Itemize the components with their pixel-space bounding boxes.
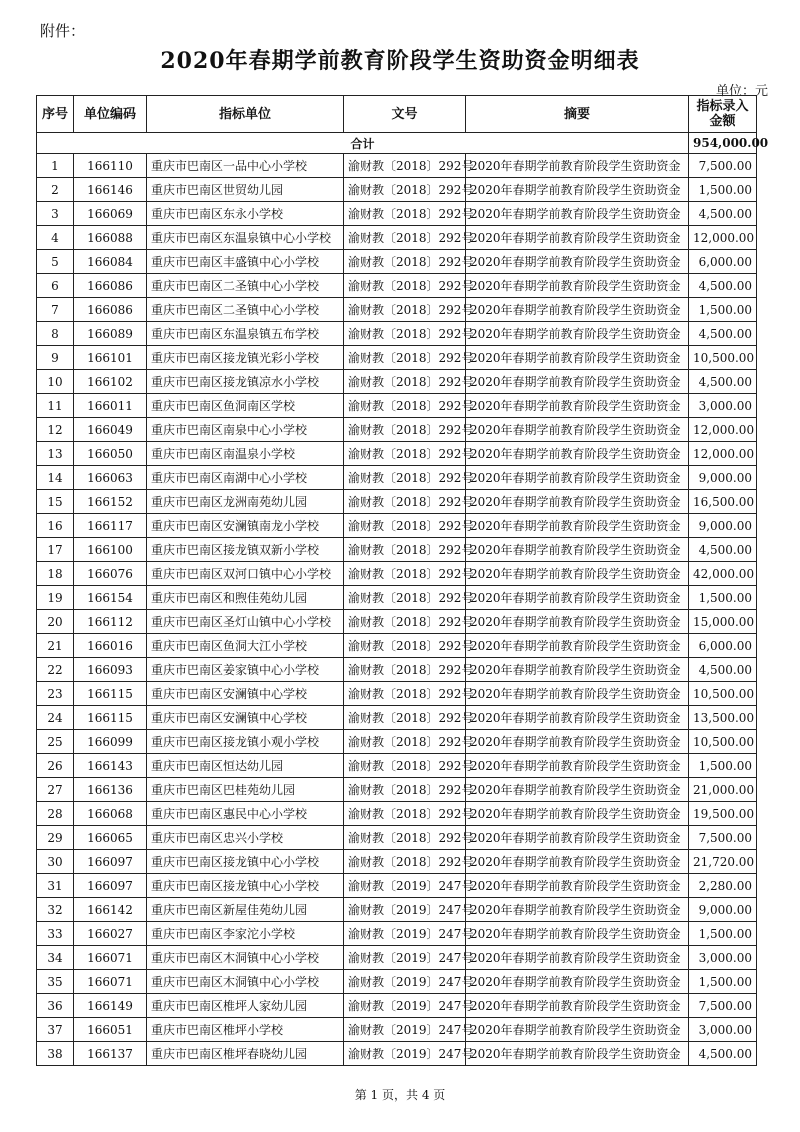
- table-row: [37, 850, 757, 874]
- row-seq: 21: [37, 634, 74, 658]
- table-row: [37, 730, 757, 754]
- row-code: 166089: [74, 322, 147, 346]
- row-summary: 2020年春期学前教育阶段学生资助资金: [466, 706, 689, 730]
- row-seq: 17: [37, 538, 74, 562]
- row-code: 166136: [74, 778, 147, 802]
- row-doc: 渝财教〔2019〕247号: [344, 1042, 466, 1066]
- row-unit: 重庆市巴南区南湖中心小学校: [147, 466, 344, 490]
- row-doc: 渝财教〔2018〕292号: [344, 538, 466, 562]
- row-unit: 重庆市巴南区李家沱小学校: [147, 922, 344, 946]
- row-doc: 渝财教〔2018〕292号: [344, 586, 466, 610]
- row-amount: 1,500.00: [689, 754, 757, 778]
- row-unit: 重庆市巴南区二圣镇中心小学校: [147, 274, 344, 298]
- row-code: 166149: [74, 994, 147, 1018]
- row-amount: 21,720.00: [689, 850, 757, 874]
- row-summary: 2020年春期学前教育阶段学生资助资金: [466, 418, 689, 442]
- row-seq: 28: [37, 802, 74, 826]
- row-amount: 12,000.00: [689, 418, 757, 442]
- row-seq: 34: [37, 946, 74, 970]
- row-amount: 9,000.00: [689, 466, 757, 490]
- row-unit: 重庆市巴南区安澜镇南龙小学校: [147, 514, 344, 538]
- row-summary: 2020年春期学前教育阶段学生资助资金: [466, 586, 689, 610]
- row-unit: 重庆市巴南区南泉中心小学校: [147, 418, 344, 442]
- row-doc: 渝财教〔2018〕292号: [344, 346, 466, 370]
- row-unit: 重庆市巴南区惠民中心小学校: [147, 802, 344, 826]
- row-seq: 25: [37, 730, 74, 754]
- row-summary: 2020年春期学前教育阶段学生资助资金: [466, 850, 689, 874]
- table-row: [37, 706, 757, 730]
- row-seq: 4: [37, 226, 74, 250]
- table-row: [37, 346, 757, 370]
- row-unit: 重庆市巴南区接龙镇中心小学校: [147, 850, 344, 874]
- row-code: 166101: [74, 346, 147, 370]
- total-label: 合计: [37, 133, 689, 154]
- row-code: 166063: [74, 466, 147, 490]
- row-doc: 渝财教〔2018〕292号: [344, 850, 466, 874]
- row-seq: 31: [37, 874, 74, 898]
- table-row: [37, 922, 757, 946]
- row-seq: 19: [37, 586, 74, 610]
- row-unit: 重庆市巴南区丰盛镇中心小学校: [147, 250, 344, 274]
- row-amount: 42,000.00: [689, 562, 757, 586]
- table-row: [37, 178, 757, 202]
- row-unit: 重庆市巴南区东温泉镇五布学校: [147, 322, 344, 346]
- funding-table: [36, 95, 769, 1066]
- table-row: [37, 802, 757, 826]
- row-unit: 重庆市巴南区一品中心小学校: [147, 154, 344, 178]
- row-code: 166076: [74, 562, 147, 586]
- row-unit: 重庆市巴南区椎坪人家幼儿园: [147, 994, 344, 1018]
- row-doc: 渝财教〔2018〕292号: [344, 610, 466, 634]
- row-doc: 渝财教〔2018〕292号: [344, 418, 466, 442]
- row-summary: 2020年春期学前教育阶段学生资助资金: [466, 250, 689, 274]
- row-code: 166143: [74, 754, 147, 778]
- row-unit: 重庆市巴南区鱼洞大江小学校: [147, 634, 344, 658]
- row-summary: 2020年春期学前教育阶段学生资助资金: [466, 490, 689, 514]
- row-unit: 重庆市巴南区南温泉小学校: [147, 442, 344, 466]
- row-code: 166071: [74, 970, 147, 994]
- row-doc: 渝财教〔2019〕247号: [344, 994, 466, 1018]
- row-amount: 21,000.00: [689, 778, 757, 802]
- row-code: 166016: [74, 634, 147, 658]
- row-unit: 重庆市巴南区圣灯山镇中心小学校: [147, 610, 344, 634]
- row-amount: 10,500.00: [689, 346, 757, 370]
- row-amount: 4,500.00: [689, 322, 757, 346]
- row-doc: 渝财教〔2018〕292号: [344, 826, 466, 850]
- row-seq: 37: [37, 1018, 74, 1042]
- row-summary: 2020年春期学前教育阶段学生资助资金: [466, 346, 689, 370]
- row-doc: 渝财教〔2018〕292号: [344, 202, 466, 226]
- row-code: 166086: [74, 274, 147, 298]
- row-amount: 1,500.00: [689, 298, 757, 322]
- row-amount: 2,280.00: [689, 874, 757, 898]
- row-doc: 渝财教〔2018〕292号: [344, 754, 466, 778]
- row-code: 166110: [74, 154, 147, 178]
- table-row: [37, 826, 757, 850]
- table-row: [37, 226, 757, 250]
- row-seq: 22: [37, 658, 74, 682]
- row-unit: 重庆市巴南区安澜镇中心学校: [147, 706, 344, 730]
- row-amount: 4,500.00: [689, 658, 757, 682]
- row-code: 166146: [74, 178, 147, 202]
- table-row: [37, 514, 757, 538]
- table-row: [37, 490, 757, 514]
- row-amount: 13,500.00: [689, 706, 757, 730]
- row-doc: 渝财教〔2018〕292号: [344, 226, 466, 250]
- row-summary: 2020年春期学前教育阶段学生资助资金: [466, 562, 689, 586]
- row-code: 166086: [74, 298, 147, 322]
- row-seq: 35: [37, 970, 74, 994]
- row-summary: 2020年春期学前教育阶段学生资助资金: [466, 154, 689, 178]
- row-seq: 6: [37, 274, 74, 298]
- table-row: [37, 610, 757, 634]
- row-amount: 19,500.00: [689, 802, 757, 826]
- row-summary: 2020年春期学前教育阶段学生资助资金: [466, 370, 689, 394]
- row-seq: 29: [37, 826, 74, 850]
- table-row: [37, 322, 757, 346]
- row-code: 166154: [74, 586, 147, 610]
- row-doc: 渝财教〔2018〕292号: [344, 394, 466, 418]
- row-amount: 4,500.00: [689, 274, 757, 298]
- row-unit: 重庆市巴南区接龙镇光彩小学校: [147, 346, 344, 370]
- row-code: 166027: [74, 922, 147, 946]
- row-unit: 重庆市巴南区椎坪春晓幼儿园: [147, 1042, 344, 1066]
- row-summary: 2020年春期学前教育阶段学生资助资金: [466, 322, 689, 346]
- table-row: [37, 418, 757, 442]
- table-row: [37, 970, 757, 994]
- row-summary: 2020年春期学前教育阶段学生资助资金: [466, 994, 689, 1018]
- row-summary: 2020年春期学前教育阶段学生资助资金: [466, 898, 689, 922]
- row-summary: 2020年春期学前教育阶段学生资助资金: [466, 610, 689, 634]
- row-seq: 20: [37, 610, 74, 634]
- row-code: 166050: [74, 442, 147, 466]
- row-doc: 渝财教〔2018〕292号: [344, 490, 466, 514]
- row-seq: 7: [37, 298, 74, 322]
- header-code: 单位编码: [74, 96, 147, 133]
- row-summary: 2020年春期学前教育阶段学生资助资金: [466, 202, 689, 226]
- row-amount: 10,500.00: [689, 682, 757, 706]
- row-seq: 11: [37, 394, 74, 418]
- row-amount: 1,500.00: [689, 970, 757, 994]
- row-seq: 9: [37, 346, 74, 370]
- table-row: [37, 658, 757, 682]
- row-summary: 2020年春期学前教育阶段学生资助资金: [466, 1042, 689, 1066]
- row-code: 166152: [74, 490, 147, 514]
- table-row: [37, 154, 757, 178]
- row-doc: 渝财教〔2019〕247号: [344, 1018, 466, 1042]
- row-doc: 渝财教〔2018〕292号: [344, 466, 466, 490]
- table-row: [37, 202, 757, 226]
- row-doc: 渝财教〔2019〕247号: [344, 874, 466, 898]
- row-seq: 27: [37, 778, 74, 802]
- row-code: 166117: [74, 514, 147, 538]
- row-seq: 32: [37, 898, 74, 922]
- row-unit: 重庆市巴南区东永小学校: [147, 202, 344, 226]
- row-unit: 重庆市巴南区新屋佳苑幼儿园: [147, 898, 344, 922]
- row-doc: 渝财教〔2018〕292号: [344, 778, 466, 802]
- row-doc: 渝财教〔2018〕292号: [344, 514, 466, 538]
- row-unit: 重庆市巴南区世贸幼儿园: [147, 178, 344, 202]
- total-amount: 954,000.00: [689, 133, 757, 154]
- row-seq: 15: [37, 490, 74, 514]
- row-summary: 2020年春期学前教育阶段学生资助资金: [466, 826, 689, 850]
- row-code: 166093: [74, 658, 147, 682]
- row-seq: 24: [37, 706, 74, 730]
- row-amount: 12,000.00: [689, 442, 757, 466]
- row-code: 166049: [74, 418, 147, 442]
- page-footer: 第 1 页，共 4 页: [354, 1088, 446, 1102]
- table-row: [37, 466, 757, 490]
- row-summary: 2020年春期学前教育阶段学生资助资金: [466, 514, 689, 538]
- header-summary: 摘要: [466, 96, 689, 133]
- row-amount: 4,500.00: [689, 538, 757, 562]
- row-amount: 12,000.00: [689, 226, 757, 250]
- row-seq: 14: [37, 466, 74, 490]
- row-seq: 30: [37, 850, 74, 874]
- row-amount: 4,500.00: [689, 370, 757, 394]
- row-unit: 重庆市巴南区二圣镇中心小学校: [147, 298, 344, 322]
- row-doc: 渝财教〔2018〕292号: [344, 682, 466, 706]
- row-amount: 1,500.00: [689, 586, 757, 610]
- row-summary: 2020年春期学前教育阶段学生资助资金: [466, 970, 689, 994]
- row-amount: 1,500.00: [689, 922, 757, 946]
- row-summary: 2020年春期学前教育阶段学生资助资金: [466, 1018, 689, 1042]
- table-row: [37, 682, 757, 706]
- row-amount: 7,500.00: [689, 994, 757, 1018]
- row-summary: 2020年春期学前教育阶段学生资助资金: [466, 778, 689, 802]
- row-summary: 2020年春期学前教育阶段学生资助资金: [466, 922, 689, 946]
- row-doc: 渝财教〔2019〕247号: [344, 898, 466, 922]
- row-amount: 7,500.00: [689, 154, 757, 178]
- row-summary: 2020年春期学前教育阶段学生资助资金: [466, 538, 689, 562]
- row-doc: 渝财教〔2018〕292号: [344, 298, 466, 322]
- row-seq: 10: [37, 370, 74, 394]
- table-row: [37, 442, 757, 466]
- row-seq: 18: [37, 562, 74, 586]
- row-summary: 2020年春期学前教育阶段学生资助资金: [466, 874, 689, 898]
- row-amount: 3,000.00: [689, 946, 757, 970]
- row-amount: 7,500.00: [689, 826, 757, 850]
- table-row: [37, 562, 757, 586]
- table-row: [37, 274, 757, 298]
- row-seq: 1: [37, 154, 74, 178]
- row-seq: 33: [37, 922, 74, 946]
- row-summary: 2020年春期学前教育阶段学生资助资金: [466, 634, 689, 658]
- row-doc: 渝财教〔2018〕292号: [344, 658, 466, 682]
- row-code: 166115: [74, 682, 147, 706]
- row-unit: 重庆市巴南区接龙镇凉水小学校: [147, 370, 344, 394]
- row-summary: 2020年春期学前教育阶段学生资助资金: [466, 754, 689, 778]
- row-seq: 26: [37, 754, 74, 778]
- header-unit: 指标单位: [147, 96, 344, 133]
- document-title: 2020年春期学前教育阶段学生资助资金明细表: [160, 48, 640, 74]
- row-doc: 渝财教〔2018〕292号: [344, 562, 466, 586]
- row-doc: 渝财教〔2018〕292号: [344, 154, 466, 178]
- row-amount: 6,000.00: [689, 634, 757, 658]
- row-doc: 渝财教〔2019〕247号: [344, 970, 466, 994]
- row-code: 166115: [74, 706, 147, 730]
- table-row: [37, 586, 757, 610]
- table-row: [37, 1018, 757, 1042]
- row-amount: 6,000.00: [689, 250, 757, 274]
- row-code: 166069: [74, 202, 147, 226]
- row-unit: 重庆市巴南区鱼洞南区学校: [147, 394, 344, 418]
- row-unit: 重庆市巴南区巴桂苑幼儿园: [147, 778, 344, 802]
- row-summary: 2020年春期学前教育阶段学生资助资金: [466, 682, 689, 706]
- row-seq: 36: [37, 994, 74, 1018]
- row-code: 166088: [74, 226, 147, 250]
- row-code: 166142: [74, 898, 147, 922]
- row-unit: 重庆市巴南区双河口镇中心小学校: [147, 562, 344, 586]
- row-doc: 渝财教〔2019〕247号: [344, 922, 466, 946]
- row-code: 166097: [74, 874, 147, 898]
- row-seq: 5: [37, 250, 74, 274]
- row-code: 166112: [74, 610, 147, 634]
- row-doc: 渝财教〔2018〕292号: [344, 322, 466, 346]
- row-amount: 9,000.00: [689, 898, 757, 922]
- table-header-row: [37, 96, 757, 133]
- header-doc: 文号: [344, 96, 466, 133]
- row-summary: 2020年春期学前教育阶段学生资助资金: [466, 802, 689, 826]
- row-summary: 2020年春期学前教育阶段学生资助资金: [466, 466, 689, 490]
- row-doc: 渝财教〔2018〕292号: [344, 730, 466, 754]
- row-unit: 重庆市巴南区姜家镇中心小学校: [147, 658, 344, 682]
- row-summary: 2020年春期学前教育阶段学生资助资金: [466, 442, 689, 466]
- table-row: [37, 946, 757, 970]
- row-unit: 重庆市巴南区和煦佳苑幼儿园: [147, 586, 344, 610]
- row-code: 166011: [74, 394, 147, 418]
- table-row: [37, 250, 757, 274]
- row-seq: 23: [37, 682, 74, 706]
- row-code: 166051: [74, 1018, 147, 1042]
- unit-label: 单位：元: [715, 84, 768, 99]
- row-summary: 2020年春期学前教育阶段学生资助资金: [466, 178, 689, 202]
- row-unit: 重庆市巴南区忠兴小学校: [147, 826, 344, 850]
- table-row: [37, 778, 757, 802]
- row-amount: 1,500.00: [689, 178, 757, 202]
- table-row: [37, 634, 757, 658]
- row-amount: 3,000.00: [689, 394, 757, 418]
- table-row: [37, 874, 757, 898]
- table-row: [37, 298, 757, 322]
- row-doc: 渝财教〔2019〕247号: [344, 946, 466, 970]
- row-unit: 重庆市巴南区东温泉镇中心小学校: [147, 226, 344, 250]
- row-unit: 重庆市巴南区椎坪小学校: [147, 1018, 344, 1042]
- row-amount: 15,000.00: [689, 610, 757, 634]
- table-row: [37, 898, 757, 922]
- total-row: [37, 133, 757, 154]
- header-amount: 指标录入金额: [689, 96, 757, 133]
- row-code: 166099: [74, 730, 147, 754]
- row-unit: 重庆市巴南区接龙镇小观小学校: [147, 730, 344, 754]
- row-summary: 2020年春期学前教育阶段学生资助资金: [466, 226, 689, 250]
- row-doc: 渝财教〔2018〕292号: [344, 442, 466, 466]
- row-amount: 4,500.00: [689, 202, 757, 226]
- row-code: 166100: [74, 538, 147, 562]
- row-seq: 3: [37, 202, 74, 226]
- row-amount: 9,000.00: [689, 514, 757, 538]
- row-unit: 重庆市巴南区木洞镇中心小学校: [147, 946, 344, 970]
- table-row: [37, 1042, 757, 1066]
- row-amount: 4,500.00: [689, 1042, 757, 1066]
- row-doc: 渝财教〔2018〕292号: [344, 634, 466, 658]
- row-unit: 重庆市巴南区木洞镇中心小学校: [147, 970, 344, 994]
- row-seq: 13: [37, 442, 74, 466]
- row-seq: 38: [37, 1042, 74, 1066]
- row-summary: 2020年春期学前教育阶段学生资助资金: [466, 298, 689, 322]
- row-amount: 3,000.00: [689, 1018, 757, 1042]
- row-summary: 2020年春期学前教育阶段学生资助资金: [466, 730, 689, 754]
- row-code: 166068: [74, 802, 147, 826]
- row-seq: 16: [37, 514, 74, 538]
- table-row: [37, 754, 757, 778]
- row-summary: 2020年春期学前教育阶段学生资助资金: [466, 946, 689, 970]
- row-unit: 重庆市巴南区接龙镇中心小学校: [147, 874, 344, 898]
- row-unit: 重庆市巴南区接龙镇双新小学校: [147, 538, 344, 562]
- table-row: [37, 394, 757, 418]
- row-unit: 重庆市巴南区安澜镇中心学校: [147, 682, 344, 706]
- row-doc: 渝财教〔2018〕292号: [344, 178, 466, 202]
- row-unit: 重庆市巴南区龙洲南苑幼儿园: [147, 490, 344, 514]
- row-seq: 8: [37, 322, 74, 346]
- row-doc: 渝财教〔2018〕292号: [344, 802, 466, 826]
- row-code: 166071: [74, 946, 147, 970]
- row-doc: 渝财教〔2018〕292号: [344, 250, 466, 274]
- table-row: [37, 994, 757, 1018]
- row-code: 166102: [74, 370, 147, 394]
- row-code: 166137: [74, 1042, 147, 1066]
- row-seq: 2: [37, 178, 74, 202]
- attachment-label: 附件：: [40, 22, 86, 40]
- row-amount: 10,500.00: [689, 730, 757, 754]
- row-amount: 16,500.00: [689, 490, 757, 514]
- header-seq: 序号: [37, 96, 74, 133]
- row-doc: 渝财教〔2018〕292号: [344, 274, 466, 298]
- row-doc: 渝财教〔2018〕292号: [344, 706, 466, 730]
- table-row: [37, 370, 757, 394]
- row-unit: 重庆市巴南区恒达幼儿园: [147, 754, 344, 778]
- row-summary: 2020年春期学前教育阶段学生资助资金: [466, 274, 689, 298]
- row-code: 166065: [74, 826, 147, 850]
- table-row: [37, 538, 757, 562]
- row-summary: 2020年春期学前教育阶段学生资助资金: [466, 658, 689, 682]
- row-summary: 2020年春期学前教育阶段学生资助资金: [466, 394, 689, 418]
- row-code: 166084: [74, 250, 147, 274]
- row-code: 166097: [74, 850, 147, 874]
- row-doc: 渝财教〔2018〕292号: [344, 370, 466, 394]
- row-seq: 12: [37, 418, 74, 442]
